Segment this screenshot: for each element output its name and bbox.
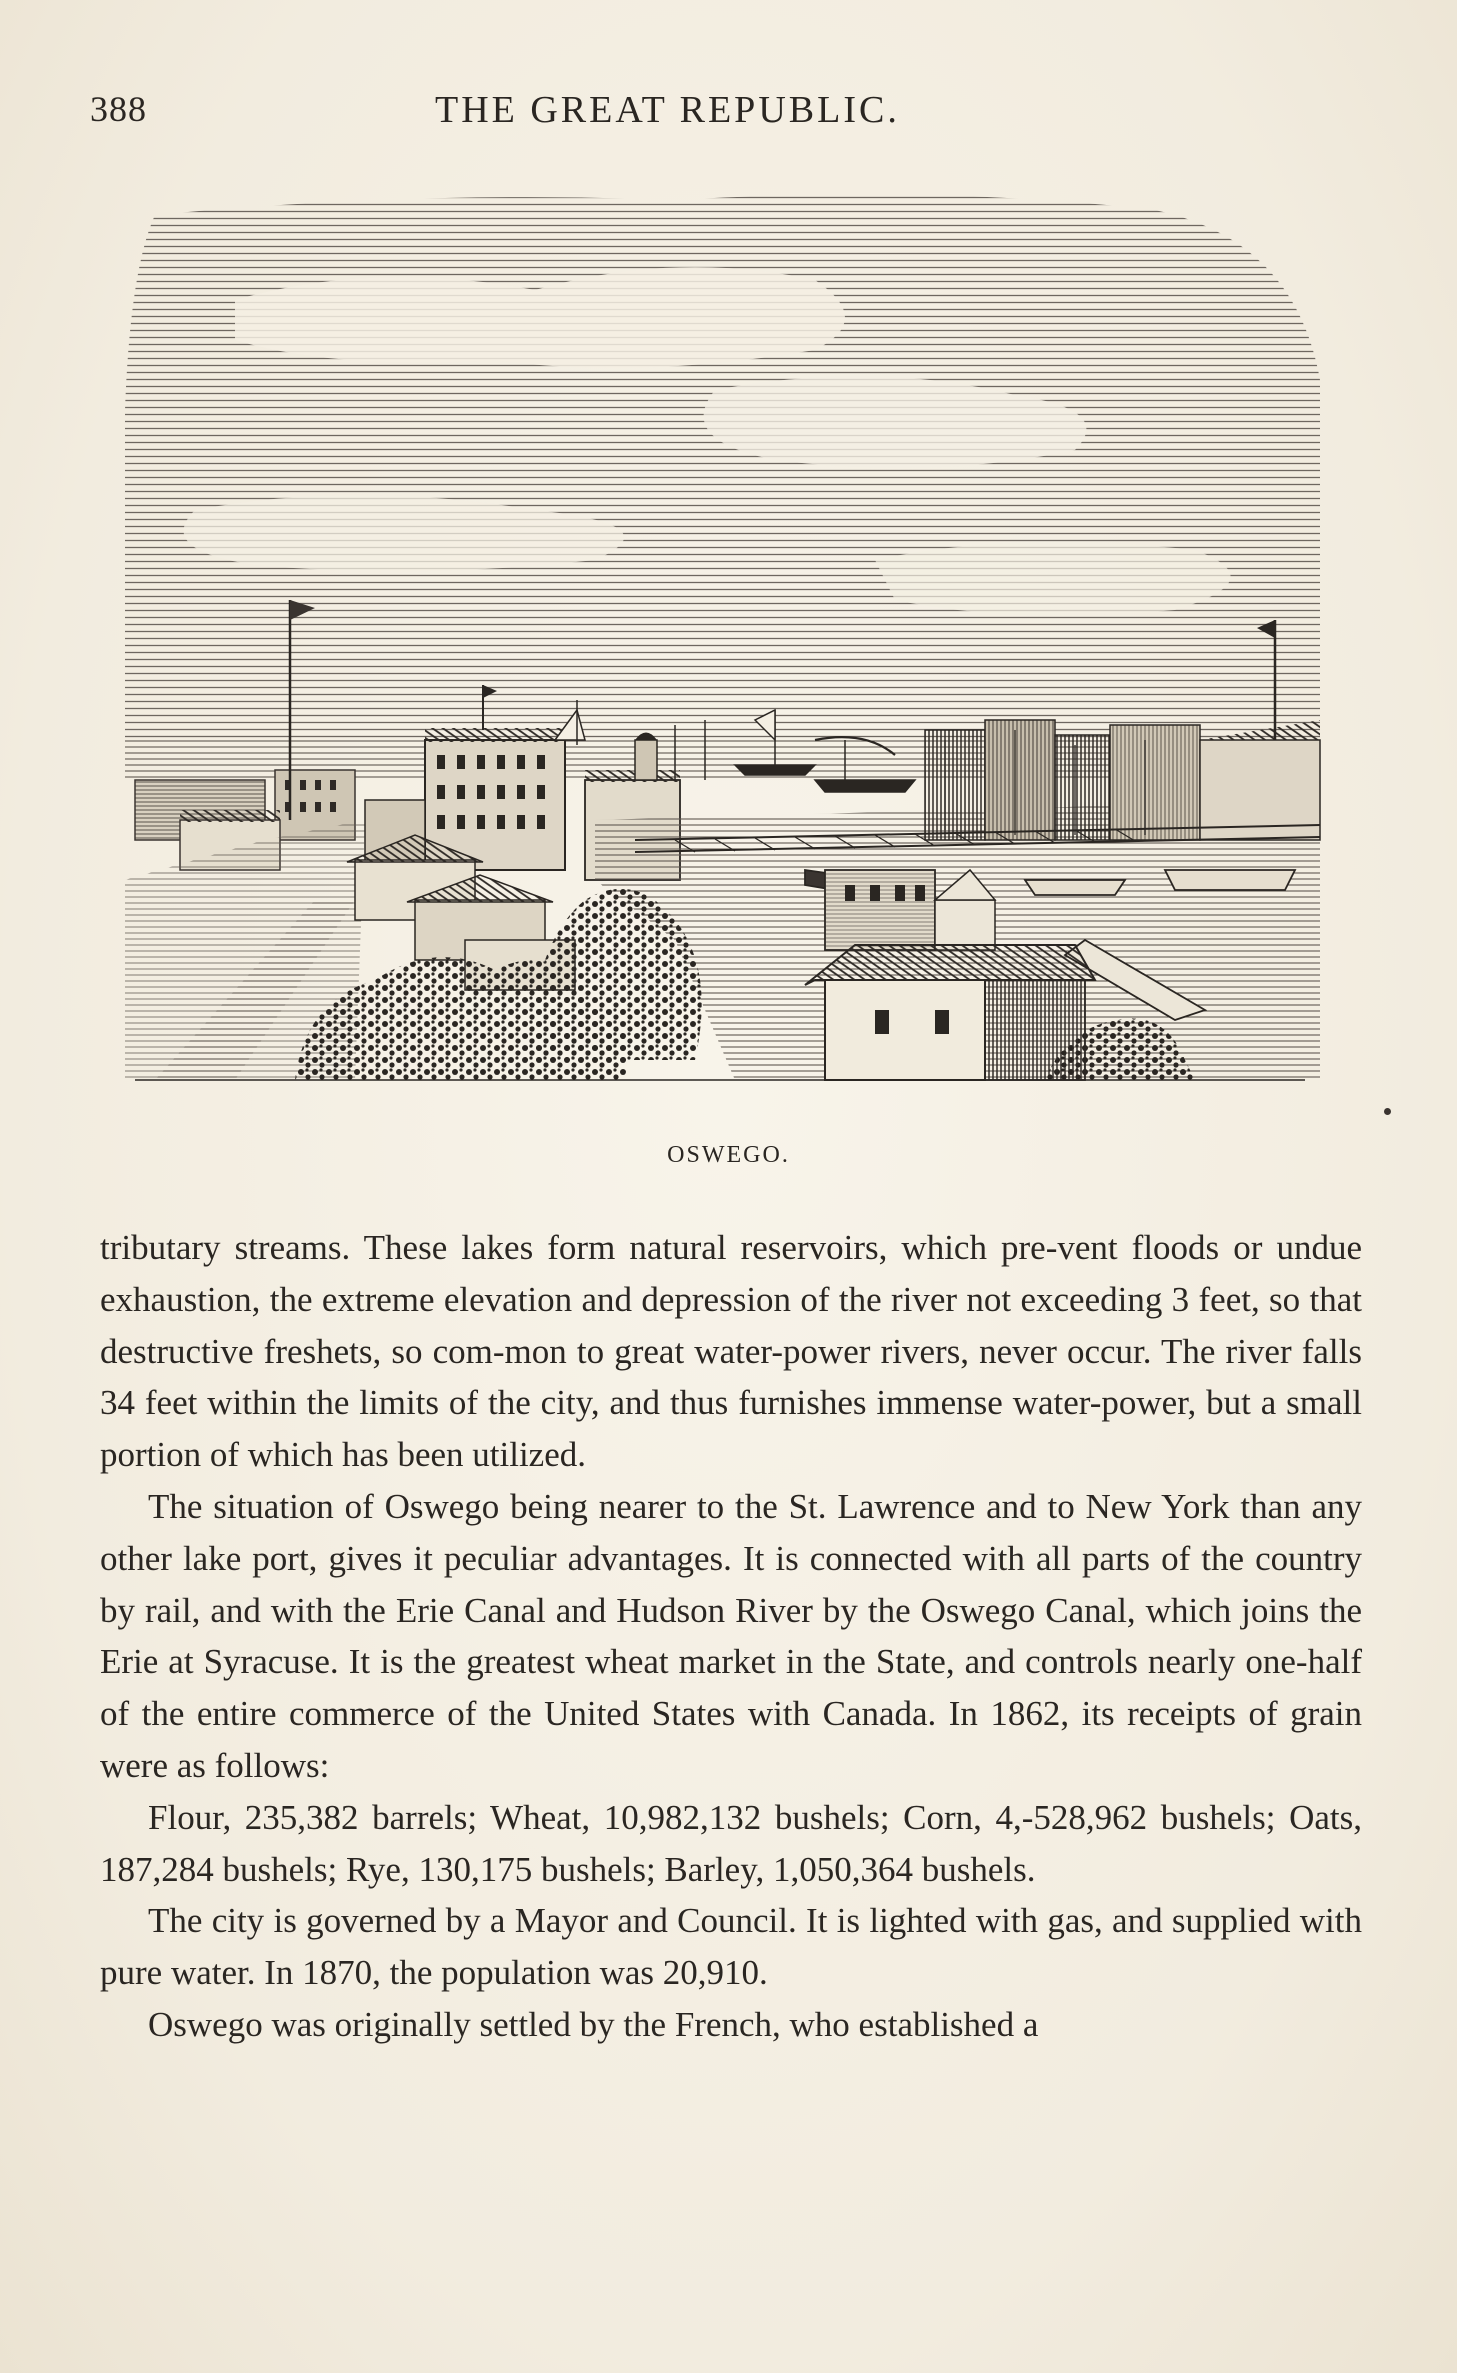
paragraph-4: The city is governed by a Mayor and Council. It is lighted with gas, and supplied with pure water. In 1870, the population was 20,910.	[100, 1901, 1362, 1993]
paragraph-5: Oswego was originally settled by the French, who established a	[148, 2004, 1039, 2044]
page-header	[90, 88, 1360, 138]
sky	[115, 180, 1340, 740]
illustration-caption: OSWEGO.	[667, 1142, 790, 1168]
near-warehouse	[825, 870, 995, 950]
running-title: THE GREAT REPUBLIC.	[435, 89, 900, 131]
paragraph-3: Flour, 235,382 barrels; Wheat, 10,982,132 bushels; Corn, 4,-528,962 bushels; Oats, 187,284 bushels; Rye, 130,175 bushels; Barley, 1,050,364 bushels.	[100, 1797, 1362, 1889]
paragraph-2: The situation of Oswego being nearer to the St. Lawrence and to New York than any other lake port, gives it peculiar advantages. It is connected with all parts of the country by rail, and with the Erie Canal and Hudson River by the Oswego Canal, which joins the Erie at Syracuse. It is the greatest wheat market in the State, and controls nearly one-half of the entire commerce of the United States with Canada. In 1862, its receipts of grain were as follows:	[100, 1486, 1362, 1785]
body-text	[100, 1222, 1362, 2051]
page-number: 388	[90, 89, 147, 129]
oswego-engraving	[115, 180, 1340, 1100]
ink-speck	[1384, 1108, 1391, 1115]
foreground-shed	[805, 945, 1095, 1080]
paragraph-1: tributary streams. These lakes form natural reservoirs, which pre-vent floods or undue exhaustion, the extreme elevation and depression of the river not exceeding 3 feet, so that destructive freshets, so com-mon to great water-power rivers, never occur. The river falls 34 feet within the limits of the city, and thus furnishes immense water-power, but a small portion of which has been utilized.	[100, 1228, 1362, 1475]
